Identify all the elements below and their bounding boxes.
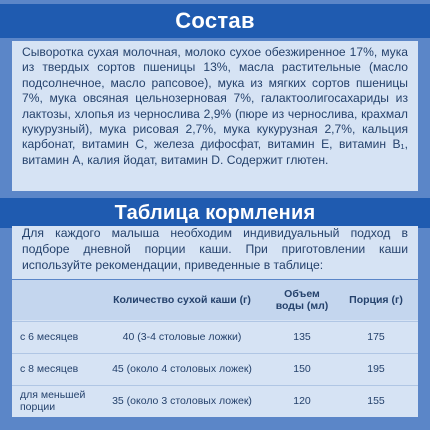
- row-water-volume: 135: [293, 330, 311, 343]
- composition-title: Состав: [0, 4, 430, 38]
- row-dry-amount: 45 (около 4 столовых ложек): [112, 362, 252, 375]
- row-water-volume: 150: [293, 362, 311, 375]
- header-water-volume: Объем воды (мл): [275, 287, 329, 312]
- header-portion: Порция (г): [349, 293, 403, 306]
- table-row: [12, 321, 418, 353]
- table-header-row: [12, 280, 418, 320]
- row-dry-amount: 35 (около 3 столовых ложек): [112, 394, 252, 407]
- header-age: [12, 280, 94, 320]
- row-age: для меньшей порции: [20, 389, 86, 413]
- table-row: [12, 353, 418, 385]
- feeding-intro-text: Для каждого малыша необходим индивидуальный подход в подборе дневной порции каши. При приготовлении каши используйте рекомендации, приведенные в таблице:: [12, 226, 418, 279]
- row-portion: 195: [367, 362, 385, 375]
- header-dry-amount: Количество сухой каши (г): [113, 293, 251, 306]
- row-dry-amount: 40 (3-4 столовые ложки): [122, 330, 242, 343]
- feeding-table: [12, 280, 418, 417]
- row-portion: 155: [367, 394, 385, 407]
- feeding-table-title: Таблица кормления: [0, 198, 430, 228]
- composition-text: Сыворотка сухая молочная, молоко сухое обезжиренное 17%, мука из твердых сортов пшеницы 13%, масла растительные (масло подсолнечное, масло рапсовое), мука из мягких сортов пшеницы 7%, мука овсяная цельнозерновая 7%, галактоолигосахариды из лактозы, хлопья из чернослива 2,9% (пюре из чернослива, крахмал кукурузный), мука рисовая 2,7%, мука кукурузная 2,7%, кальция карбонат, витамин С, железа дифосфат, витамин Е, витамин B₁, витамин А, калия йодат, витамин D. Содержит глютен.: [12, 41, 418, 191]
- row-water-volume: 120: [293, 394, 311, 407]
- row-age: с 6 месяцев: [20, 330, 79, 343]
- row-portion: 175: [367, 330, 385, 343]
- table-row: [12, 385, 418, 417]
- row-age: с 8 месяцев: [20, 362, 79, 375]
